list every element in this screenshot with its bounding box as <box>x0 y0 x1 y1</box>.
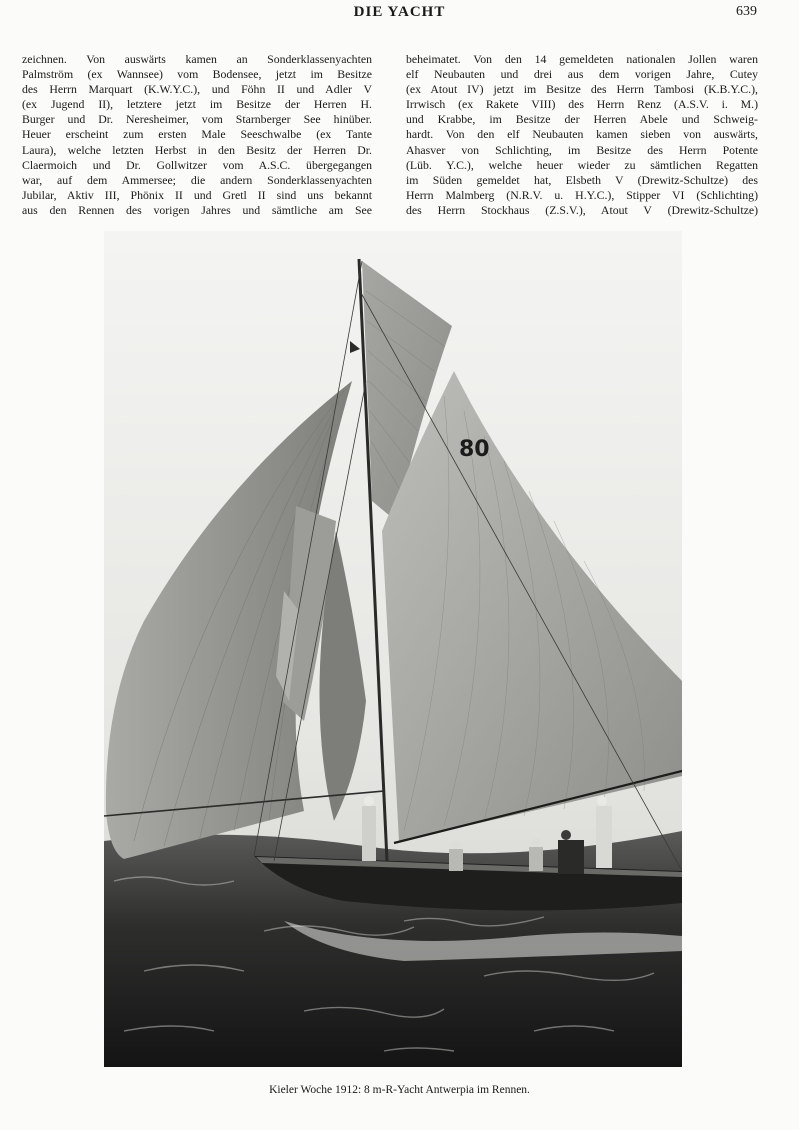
text-line: elf Neubauten und drei aus dem vorigen Jahre, Cutey <box>406 67 758 82</box>
yacht-photograph <box>104 231 682 1067</box>
text-line: Herrn Malmberg (N.R.V. u. H.Y.C.), Stipper VI (Schlichting) <box>406 187 758 202</box>
right-text-column <box>406 52 758 218</box>
text-line: aus den Rennen des vorigen Jahres und sämtliche am See <box>22 202 372 217</box>
text-line: und Krabbe, im Besitze der Herren Abele und Schweig- <box>406 112 758 127</box>
text-line: Palmström (ex Wannsee) vom Bodensee, jetzt im Besitze <box>22 67 372 82</box>
text-line: Ahasver von Schlichting, im Besitze des Herrn Potente <box>406 142 758 157</box>
text-line: war, auf dem Ammersee; die andern Sonderklassenyachten <box>22 172 372 187</box>
text-line: des Herrn Stockhaus (Z.S.V.), Atout V (Drewitz-Schultze) <box>406 202 758 217</box>
text-line: (ex Atout IV) jetzt im Besitze des Herrn Tambosi (K.B.Y.C.), <box>406 82 758 97</box>
text-line: Heuer erscheint zum ersten Male Seeschwalbe (ex Tante <box>22 127 372 142</box>
text-line: Claermoich und Dr. Gollwitzer vom A.S.C. übergegangen <box>22 157 372 172</box>
text-line: zeichnen. Von auswärts kamen an Sonderklassenyachten <box>22 52 372 66</box>
text-line: Irrwisch (ex Rakete VIII) des Herrn Renz (A.S.V. i. M.) <box>406 97 758 112</box>
page-number: 639 <box>736 4 757 19</box>
yacht-illustration <box>104 231 682 1067</box>
photo-caption: Kieler Woche 1912: 8 m-R-Yacht Antwerpia im Rennen. <box>269 1084 530 1096</box>
text-line: im Süden gemeldet hat, Elsbeth V (Drewitz-Schultze) des <box>406 172 758 187</box>
text-line: Jubilar, Aktiv III, Phönix II und Gretl II sind uns bekannt <box>22 187 372 202</box>
running-title: DIE YACHT <box>353 4 446 20</box>
sail-number: 80 <box>459 437 490 462</box>
text-line: Burger und Dr. Neresheimer, vom Starnberger See hinüber. <box>22 112 372 127</box>
text-line: Laura), welche letzten Herbst in den Besitz der Herren Dr. <box>22 142 372 157</box>
text-line: des Herrn Marquart (K.W.Y.C.), und Föhn II und Adler V <box>22 82 372 97</box>
text-line: (Lüb. Y.C.), welche heuer wieder zu sämtlichen Regatten <box>406 157 758 172</box>
text-line: beheimatet. Von den 14 gemeldeten nationalen Jollen waren <box>406 52 758 66</box>
text-line: (ex Jugend II), letztere jetzt im Besitze der Herren H. <box>22 97 372 112</box>
text-line: hardt. Von den elf Neubauten kamen sieben von auswärts, <box>406 127 758 142</box>
left-text-column <box>22 52 372 218</box>
page-header <box>0 4 799 24</box>
